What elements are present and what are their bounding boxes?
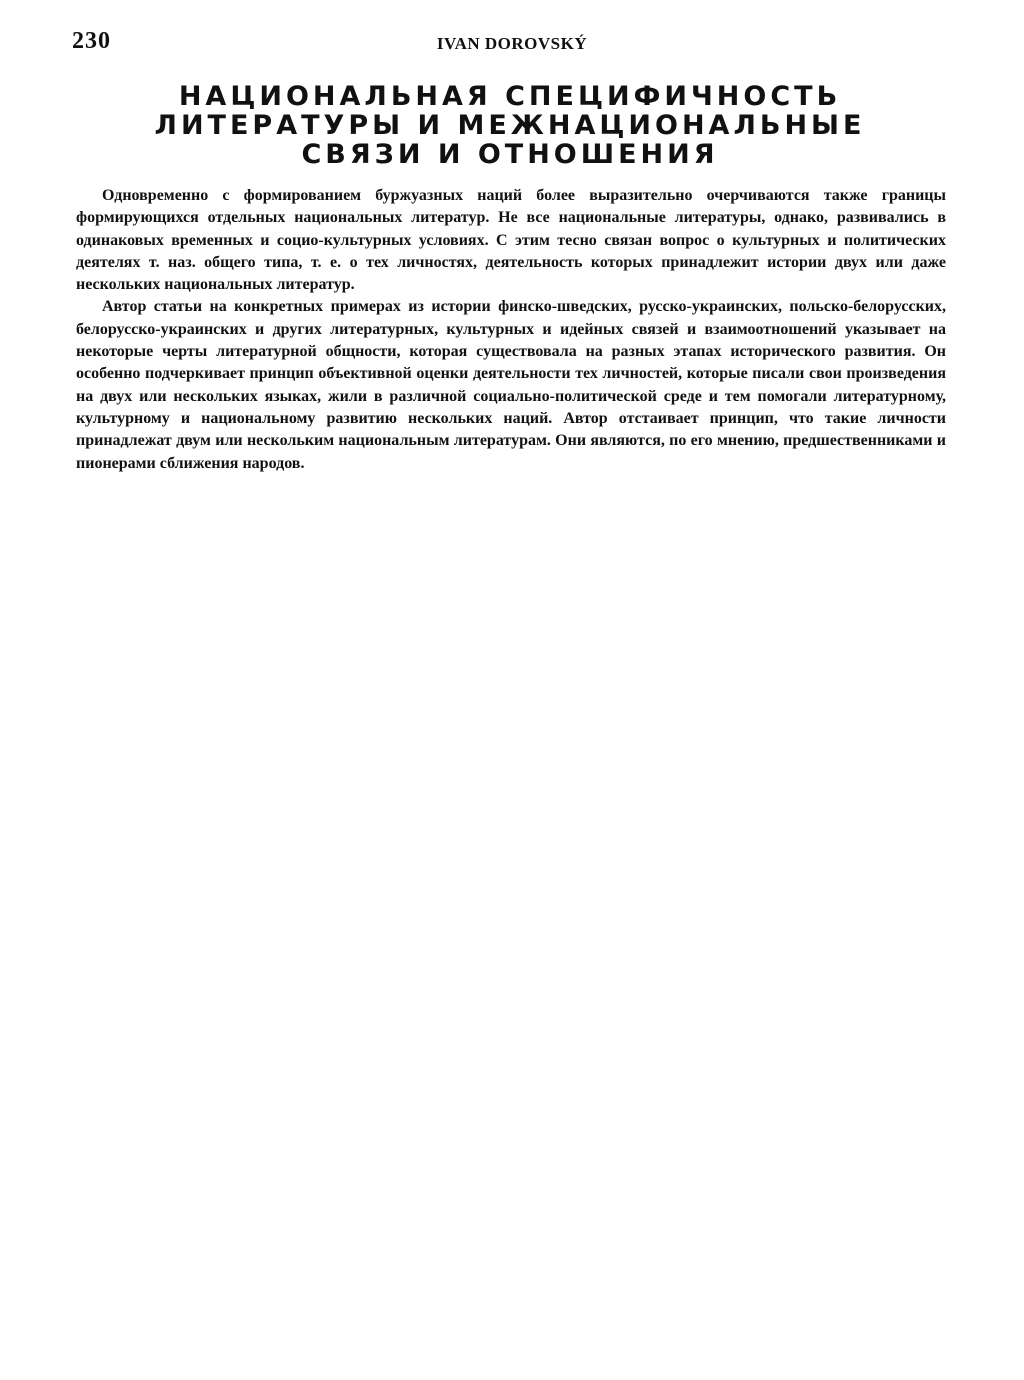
page-number: 230 <box>72 28 111 54</box>
article-body <box>76 185 946 475</box>
title-line: ЛИТЕРАТУРЫ И МЕЖНАЦИОНАЛЬНЫЕ <box>154 110 866 141</box>
running-head: IVAN DOROVSKÝ <box>436 34 588 53</box>
article-title <box>60 82 960 169</box>
body-paragraph: Автор статьи на конкретных примерах из истории финско-шведских, русско-украинских, польско-белорусских, белорусско-украинских и других литературных, культурных и идейных связей и взаимоотношений указывает на некоторые черты литературной общности, которая существовала на разных этапах исторического развития. Он особенно подчеркивает принцип объективной оценки деятельности тех личностей, которые писали свои произведения на двух или нескольких языках, жили в различной социально-политической среде и тем помогали литературному, культурному и национальному развитию нескольких наций. Автор отстаивает принцип, что такие личности принадлежат двум или нескольким национальным литературам. Они являются, по его мнению, предшественниками и пионерами сближения народов. <box>76 298 946 472</box>
title-line: НАЦИОНАЛЬНАЯ СПЕЦИФИЧНОСТЬ <box>178 81 842 112</box>
body-paragraph: Одновременно с формированием буржуазных наций более выразительно очерчиваются также границы формирующихся отдельных национальных литератур. Не все национальные литературы, однако, развивались в одинаковых временных и социо-культурных условиях. С этим тесно связан вопрос о культурных и политических деятелях т. наз. общего типа, т. е. о тех личностях, деятельность которых принадлежит истории двух или даже нескольких национальных литератур. <box>76 187 946 294</box>
title-line: СВЯЗИ И ОТНОШЕНИЯ <box>301 139 719 170</box>
